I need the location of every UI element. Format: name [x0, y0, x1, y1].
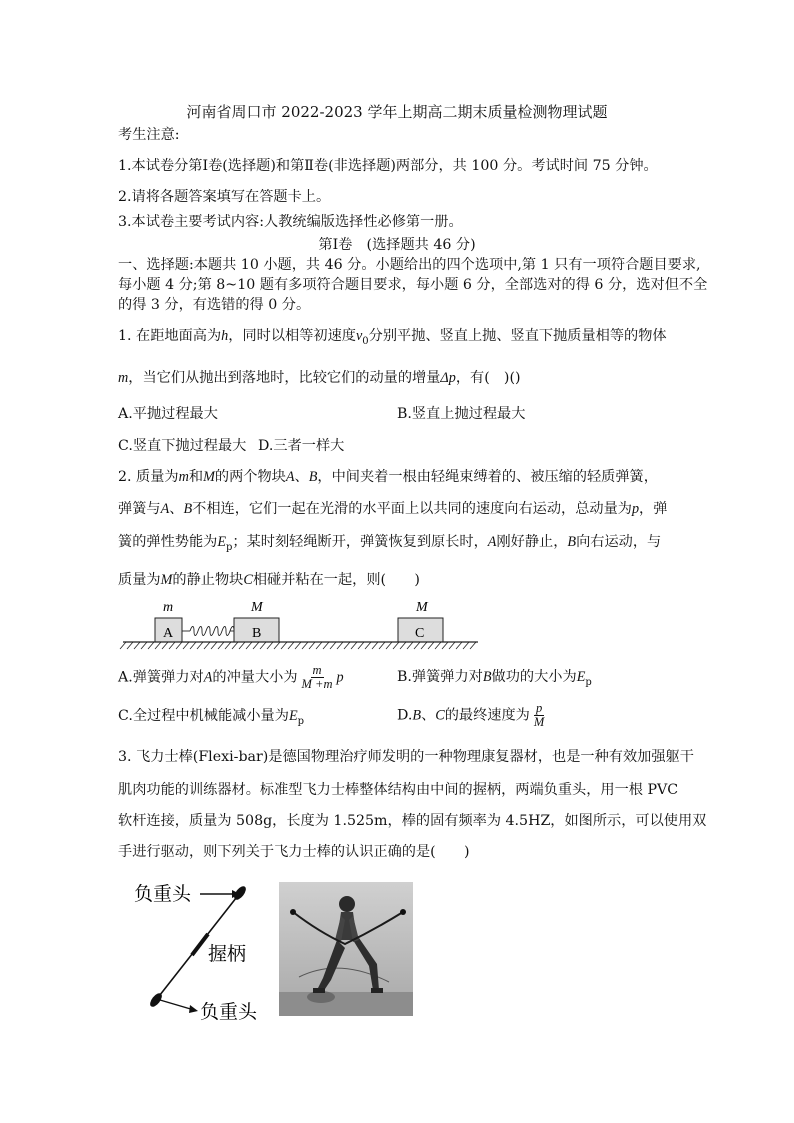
q1-line-2: m，当它们从抛出到落地时，比较它们的动量的增量Δp，有( )(): [118, 370, 521, 386]
hatch-mark: [330, 642, 336, 649]
hatch-mark: [246, 642, 252, 649]
hatch-mark: [323, 642, 329, 649]
spring: [182, 627, 234, 636]
hatch-mark: [141, 642, 147, 649]
notice-item-2: 2.请将各题答案填写在答题卡上。: [118, 189, 331, 205]
hatch-mark: [337, 642, 343, 649]
hatch-mark: [393, 642, 399, 649]
flexi-bar-diagram: [128, 876, 273, 1024]
q3-line-1: 3. 飞力士棒(Flexi-bar)是德国物理治疗师发明的一种物理康复器材，也是一种有效加强躯干: [118, 749, 694, 765]
hatch-mark: [435, 642, 441, 649]
page-title: 河南省周口市 2022-2023 学年上期高二期末质量检测物理试题: [186, 103, 608, 121]
hatch-mark: [239, 642, 245, 649]
hatch-mark: [365, 642, 371, 649]
hatch-mark: [316, 642, 322, 649]
hatch-mark: [386, 642, 392, 649]
q2-line-2: 弹簧与A、B不相连，它们一起在光滑的水平面上以共同的速度向右运动，总动量为p，弹: [118, 501, 668, 517]
q1-line-1: 1. 在距地面高为h，同时以相等初速度$v_0$分别平抛、竖直上抛、竖直下抛质量相等的物体: [118, 328, 667, 347]
q2-line-4: 质量为M的静止物块C相碰并粘在一起，则( ): [118, 572, 420, 588]
section-title: 第Ⅰ卷 (选择题共 46 分): [318, 237, 476, 253]
q1-option-a: A.平抛过程最大: [118, 406, 218, 422]
hatch-mark: [358, 642, 364, 649]
hatch-mark: [470, 642, 476, 649]
hatch-mark: [274, 642, 280, 649]
hatch-mark: [309, 642, 315, 649]
hatch-mark: [260, 642, 266, 649]
fraction-p-over-M: $\frac{p}{M}$: [533, 701, 545, 729]
hatch-mark: [344, 642, 350, 649]
label-mass-M-b: M: [251, 600, 263, 615]
q2-blocks-figure: [118, 596, 483, 654]
hatch-mark: [127, 642, 133, 649]
hatch-mark: [295, 642, 301, 649]
hatch-mark: [218, 642, 224, 649]
hatch-mark: [134, 642, 140, 649]
hatch-mark: [197, 642, 203, 649]
label-mass-m: m: [163, 600, 174, 615]
q1-option-c: C.竖直下抛过程最大: [118, 438, 247, 454]
hatch-mark: [442, 642, 448, 649]
label-weight-head-bottom: 负重头: [200, 1002, 258, 1023]
block-b-label: B: [252, 626, 262, 641]
hatch-mark: [302, 642, 308, 649]
q2-line-3: 簧的弹性势能为$E_p$；某时刻轻绳断开，弹簧恢复到原长时，A刚好静止，B向右运动，与: [118, 534, 662, 553]
hatch-mark: [449, 642, 455, 649]
notice-item-3: 3.本试卷主要考试内容:人教统编版选择性必修第一册。: [118, 214, 463, 230]
section-intro-line-3: 的得 3 分，有选错的得 0 分。: [118, 297, 311, 313]
hatch-mark: [232, 642, 238, 649]
hatch-mark: [148, 642, 154, 649]
q2-option-b: B.弹簧弹力对B做功的大小为$E_p$: [397, 669, 592, 688]
hatch-mark: [407, 642, 413, 649]
section-intro-line-2: 每小题 4 分;第 8~10 题有多项符合题目要求，每小题 6 分，全部选对的得 6 分，选对但不全: [118, 277, 708, 293]
hatch-mark: [421, 642, 427, 649]
hatch-mark: [190, 642, 196, 649]
hatch-mark: [379, 642, 385, 649]
label-weight-head-top: 负重头: [134, 884, 192, 905]
block-c-label: C: [415, 626, 425, 641]
hatch-mark: [204, 642, 210, 649]
fraction-m-over-Mm: $\frac{m}{M +m}$: [301, 663, 333, 691]
hatch-mark: [400, 642, 406, 649]
flexi-bar-photo: [279, 882, 413, 1016]
ground-hatching: [120, 642, 476, 649]
block-a-label: A: [163, 626, 174, 641]
hatch-mark: [414, 642, 420, 649]
hatch-mark: [281, 642, 287, 649]
q1-option-d: D.三者一样大: [258, 438, 345, 454]
athlete-head: [339, 896, 355, 912]
hatch-mark: [176, 642, 182, 649]
hatch-mark: [253, 642, 259, 649]
hatch-mark: [372, 642, 378, 649]
hatch-mark: [463, 642, 469, 649]
hatch-mark: [211, 642, 217, 649]
section-intro-line-1: 一、选择题:本题共 10 小题，共 46 分。小题给出的四个选项中,第 1 只有一项符合题目要求,: [118, 257, 701, 273]
hatch-mark: [351, 642, 357, 649]
label-handle: 握柄: [208, 944, 247, 965]
q1-option-b: B.竖直上抛过程最大: [397, 406, 526, 422]
q3-line-2: 肌肉功能的训练器材。标准型飞力士棒整体结构由中间的握柄，两端负重头，用一根 PVC: [118, 782, 679, 798]
q3-line-3: 软杆连接，质量为 508g，长度为 1.525m，棒的固有频率为 4.5HZ，如图所示，可以使用双: [118, 813, 707, 829]
hatch-mark: [183, 642, 189, 649]
q3-line-4: 手进行驱动，则下列关于飞力士棒的认识正确的是( ): [118, 844, 470, 860]
q2-line-1: 2. 质量为m和M的两个物块A、B，中间夹着一根由轻绳束缚着的、被压缩的轻质弹簧，: [118, 469, 658, 485]
hatch-mark: [267, 642, 273, 649]
hatch-mark: [456, 642, 462, 649]
notice-heading: 考生注意:: [118, 127, 180, 143]
q2-option-c: C.全过程中机械能减小量为$E_p$: [118, 708, 305, 727]
q2-option-a: A.弹簧弹力对A的冲量大小为 $\frac{m}{M +m}$ p: [118, 663, 344, 691]
label-mass-M-c: M: [416, 600, 428, 615]
q2-option-d: D.B、C的最终速度为 $\frac{p}{M}$: [397, 701, 545, 729]
hatch-mark: [225, 642, 231, 649]
hatch-mark: [162, 642, 168, 649]
hatch-mark: [288, 642, 294, 649]
hatch-mark: [169, 642, 175, 649]
hatch-mark: [155, 642, 161, 649]
notice-item-1: 1.本试卷分第Ⅰ卷(选择题)和第Ⅱ卷(非选择题)两部分，共 100 分。考试时间 75 分钟。: [118, 158, 658, 174]
hatch-mark: [120, 642, 126, 649]
hatch-mark: [428, 642, 434, 649]
handle-grip: [192, 934, 208, 955]
